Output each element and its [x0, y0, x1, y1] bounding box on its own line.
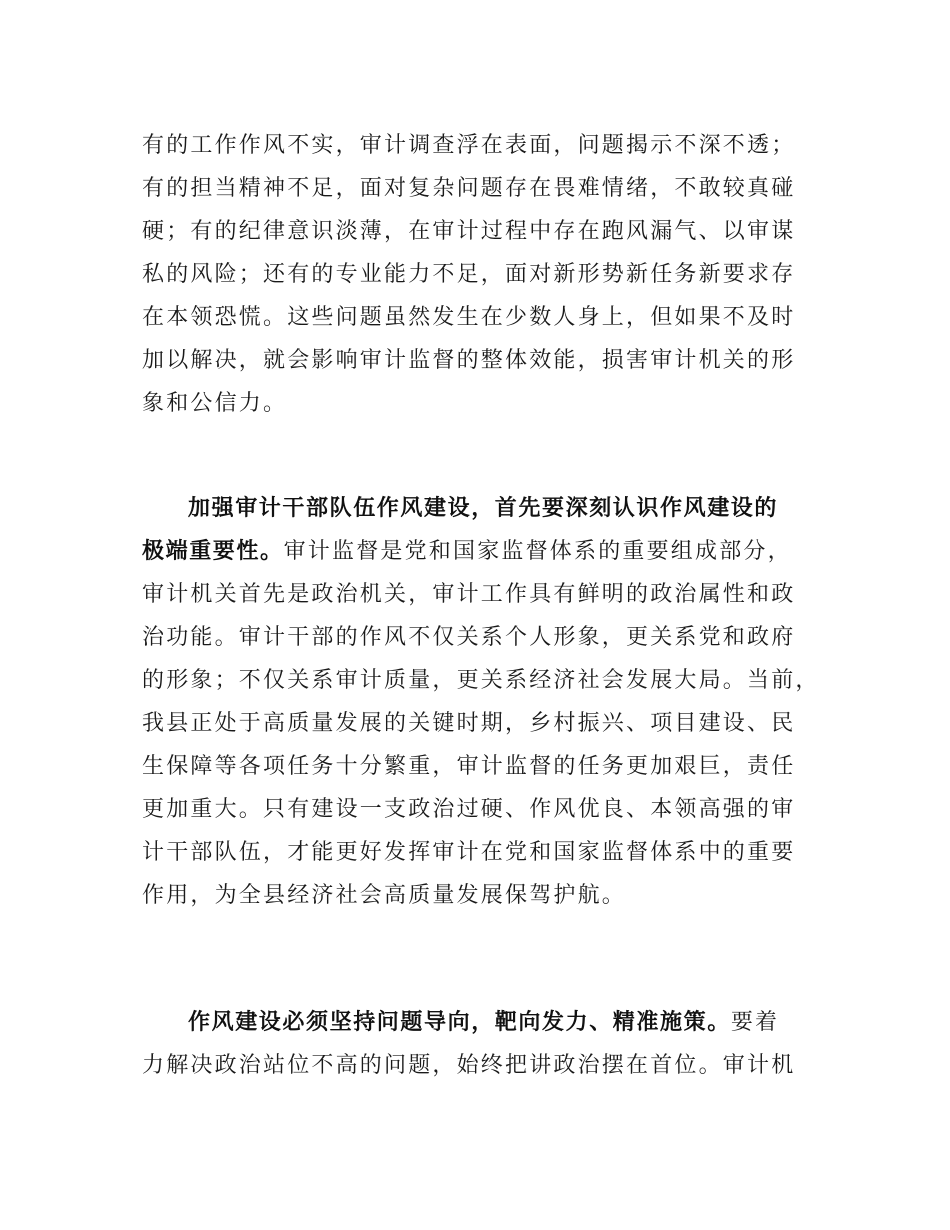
- paragraph-3: [142, 1001, 822, 1087]
- paragraph-2: [142, 487, 822, 917]
- paragraph-lead-sentence: 加强审计干部队伍作风建设，首先要深刻认识作风建设的: [188, 496, 779, 521]
- text-line: 更加重大。只有建设一支政治过硬、作风优良、本领高强的审: [142, 797, 796, 822]
- text-line: 私的风险；还有的专业能力不足，面对新形势新任务新要求存: [142, 262, 796, 287]
- text-line: 生保障等各项任务十分繁重，审计监督的任务更加艰巨，责任: [142, 754, 796, 779]
- text-line: [142, 487, 822, 530]
- paragraph-lead-sentence: 极端重要性。: [142, 539, 284, 564]
- text-line: 象和公信力。: [142, 391, 288, 416]
- text-line: 我县正处于高质量发展的关键时期，乡村振兴、项目建设、民: [142, 711, 796, 736]
- text-line: 有的工作作风不实，审计调查浮在表面，问题揭示不深不透；: [142, 133, 796, 158]
- text-line: 硬；有的纪律意识淡薄，在审计过程中存在跑风漏气、以审谋: [142, 219, 796, 244]
- paragraph-lead-sentence: 作风建设必须坚持问题导向，靶向发力、精准施策。: [188, 1010, 731, 1035]
- body-text: 要着: [730, 1010, 780, 1035]
- text-line: [142, 530, 822, 573]
- body-text: 审计监督是党和国家监督体系的重要组成部分，: [283, 539, 792, 564]
- text-line: 在本领恐慌。这些问题虽然发生在少数人身上，但如果不及时: [142, 305, 796, 330]
- text-line: 有的担当精神不足，面对复杂问题存在畏难情绪，不敢较真碰: [142, 176, 796, 201]
- text-line: 治功能。审计干部的作风不仅关系个人形象，更关系党和政府: [142, 625, 796, 650]
- text-line: [142, 1001, 822, 1044]
- text-line: 计干部队伍，才能更好发挥审计在党和国家监督体系中的重要: [142, 840, 796, 865]
- text-line: 加以解决，就会影响审计监督的整体效能，损害审计机关的形: [142, 348, 796, 373]
- text-line: 作用，为全县经济社会高质量发展保驾护航。: [142, 883, 627, 908]
- text-line: 的形象；不仅关系审计质量，更关系经济社会发展大局。当前，: [142, 668, 820, 693]
- text-line: 审计机关首先是政治机关，审计工作具有鲜明的政治属性和政: [142, 582, 796, 607]
- text-line: 力解决政治站位不高的问题，始终把讲政治摆在首位。审计机: [142, 1053, 796, 1078]
- paragraph-1: [142, 124, 822, 425]
